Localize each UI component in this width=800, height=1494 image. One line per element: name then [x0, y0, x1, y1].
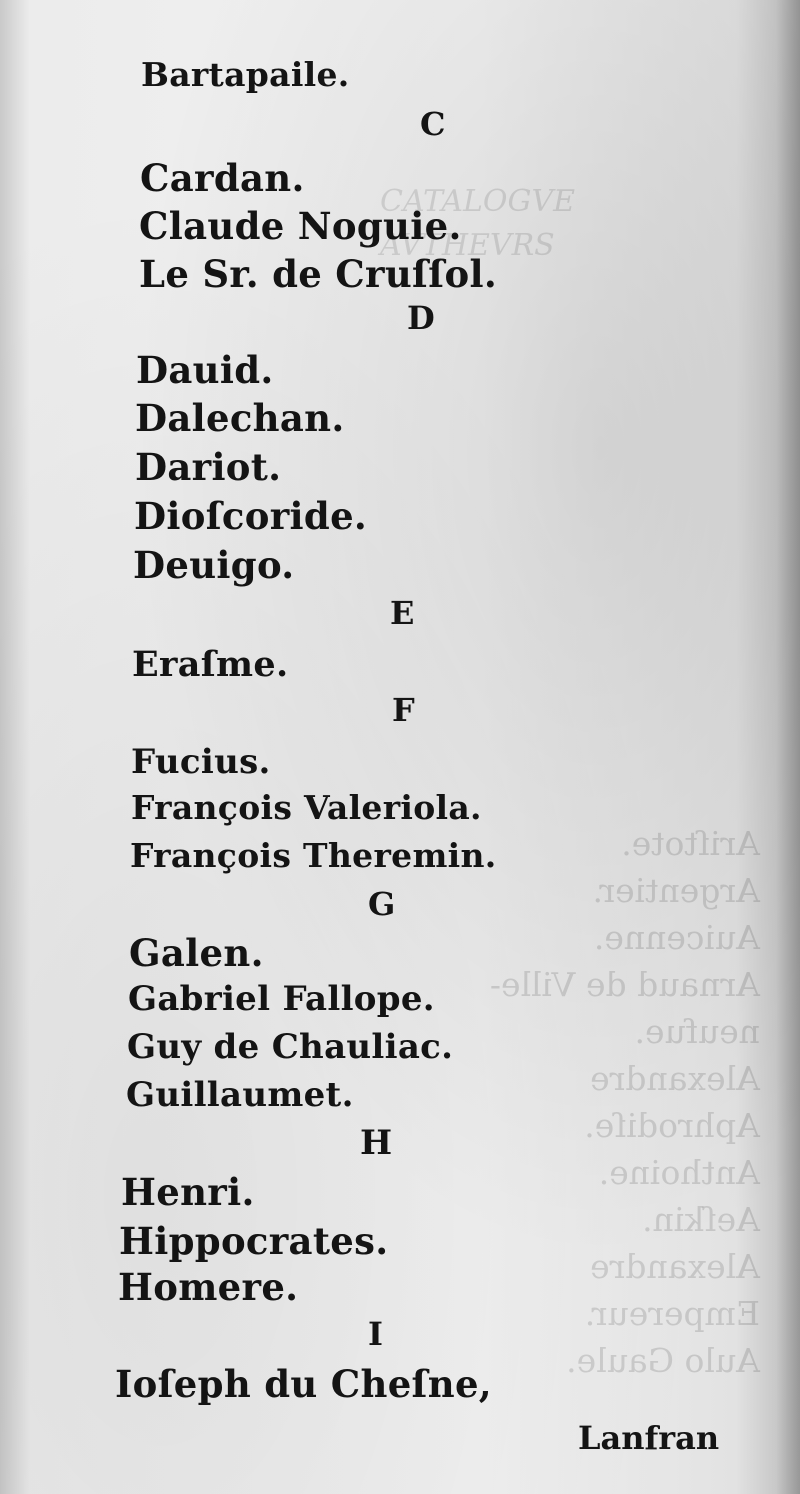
catchword: Lanfran — [578, 1419, 720, 1457]
index-entry: Galen. — [129, 931, 264, 975]
index-entry: François Valeriola. — [131, 788, 482, 827]
index-entry: Gabriel Fallope. — [128, 979, 435, 1019]
index-entry: Henri. — [121, 1170, 255, 1214]
index-entry: Dauid. — [136, 348, 274, 392]
index-entry: Ioſeph du Cheſne, — [115, 1362, 492, 1406]
index-entry: Guy de Chauliac. — [127, 1027, 454, 1067]
section-letter: G — [368, 885, 396, 923]
page-edge-shadow — [776, 0, 800, 1494]
bleed-through-text: Ariſtote. Argentier. Auicenne. Arnaud de Ville-neufue. Alexandre Aphrodiſe. Anthoine. Aeſkin. Alexandre Empereur. Aulo Gaule. — [489, 824, 760, 1380]
index-entry: Cardan. — [140, 156, 305, 200]
index-entry: Homere. — [118, 1265, 299, 1309]
section-letter: E — [390, 594, 415, 632]
index-entry: Dalechan. — [135, 396, 345, 440]
index-entry: Le Sr. de Cruſſol. — [139, 252, 498, 296]
section-letter: F — [392, 691, 415, 729]
section-letter: H — [360, 1123, 393, 1163]
section-letter: D — [407, 299, 435, 337]
index-entry: Bartapaile. — [141, 55, 350, 94]
section-letter: I — [368, 1315, 383, 1353]
index-entry: François Theremin. — [130, 836, 497, 875]
index-entry: Eraſme. — [132, 644, 289, 685]
index-entry: Claude Noguie. — [139, 204, 462, 248]
index-entry: Hippocrates. — [119, 1219, 389, 1263]
index-entry: Dariot. — [135, 445, 282, 489]
bleed-through-top: CATALOGVE AVTHEVRS — [380, 184, 576, 263]
index-entry: Guillaumet. — [126, 1075, 354, 1115]
section-letter: C — [420, 105, 446, 143]
index-entry: Fucius. — [131, 742, 271, 782]
index-entry: Dioſcoride. — [134, 494, 368, 538]
index-entry: Deuigo. — [133, 543, 295, 587]
